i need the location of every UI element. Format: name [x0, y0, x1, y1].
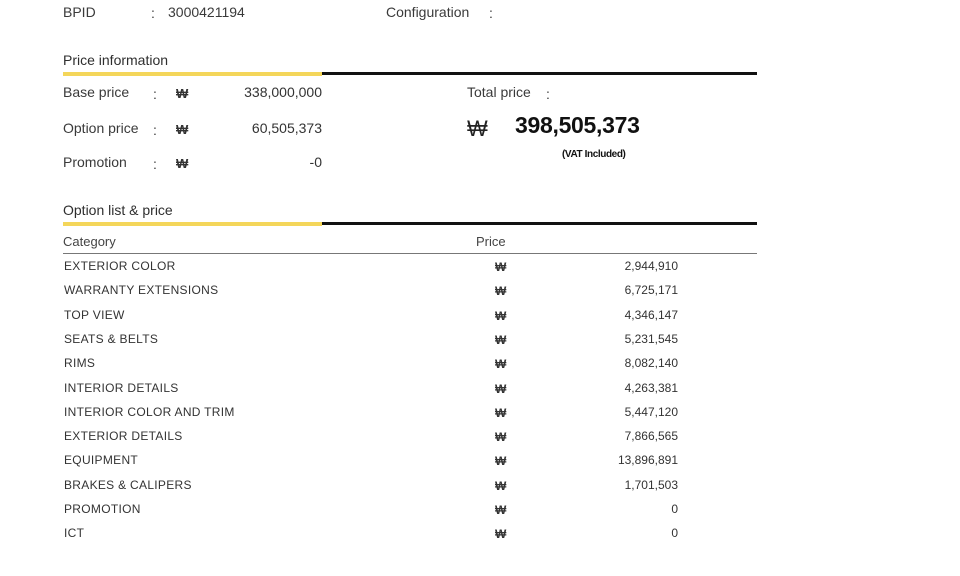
row-category: EXTERIOR COLOR	[64, 259, 176, 273]
row-won-icon: ₩	[495, 503, 507, 517]
base-price-label: Base price	[63, 84, 130, 100]
promotion-value: -0	[309, 154, 322, 170]
row-won-icon: ₩	[495, 430, 507, 444]
price-info-rule	[322, 72, 757, 75]
row-won-icon: ₩	[495, 527, 507, 541]
row-won-icon: ₩	[495, 309, 507, 323]
row-category: BRAKES & CALIPERS	[64, 478, 192, 492]
base-price-won-icon: ₩	[176, 86, 189, 101]
option-list-rule	[322, 222, 757, 225]
price-column-header: Price	[476, 234, 506, 249]
row-category: ICT	[64, 526, 85, 540]
configuration-label: Configuration	[386, 4, 470, 20]
category-column-header: Category	[63, 234, 116, 249]
total-price-label: Total price	[467, 84, 531, 100]
base-price-separator: :	[153, 86, 157, 102]
option-price-label: Option price	[63, 120, 139, 136]
row-price: 1,701,503	[624, 478, 678, 492]
row-won-icon: ₩	[495, 284, 507, 298]
row-category: RIMS	[64, 356, 96, 370]
price-info-accent-bar	[63, 72, 322, 76]
row-category: WARRANTY EXTENSIONS	[64, 283, 219, 297]
row-price: 2,944,910	[624, 259, 678, 273]
row-category: PROMOTION	[64, 502, 141, 516]
row-price: 4,346,147	[624, 308, 678, 322]
bpid-value: 3000421194	[168, 4, 245, 20]
configuration-separator: :	[489, 5, 493, 21]
base-price-value: 338,000,000	[244, 84, 322, 100]
row-category: SEATS & BELTS	[64, 332, 159, 346]
option-list-accent-bar	[63, 222, 322, 226]
row-won-icon: ₩	[495, 479, 507, 493]
row-won-icon: ₩	[495, 406, 507, 420]
table-header-divider	[63, 253, 757, 254]
price-information-title: Price information	[63, 52, 169, 68]
row-price: 5,447,120	[624, 405, 678, 419]
row-category: INTERIOR DETAILS	[64, 381, 179, 395]
row-price: 0	[671, 502, 678, 516]
row-category: TOP VIEW	[64, 308, 125, 322]
row-won-icon: ₩	[495, 333, 507, 347]
row-won-icon: ₩	[495, 260, 507, 274]
watermark	[870, 542, 940, 564]
total-price-won-icon: ₩	[467, 116, 488, 141]
row-price: 4,263,381	[624, 381, 678, 395]
option-price-won-icon: ₩	[176, 122, 189, 137]
row-category: EQUIPMENT	[64, 453, 139, 467]
promotion-separator: :	[153, 156, 157, 172]
option-list-title: Option list & price	[63, 202, 173, 218]
total-price-separator: :	[546, 86, 550, 102]
row-category: INTERIOR COLOR AND TRIM	[64, 405, 235, 419]
row-price: 8,082,140	[624, 356, 678, 370]
row-won-icon: ₩	[495, 382, 507, 396]
bpid-separator: :	[151, 5, 155, 21]
option-price-value: 60,505,373	[251, 120, 322, 136]
row-category: EXTERIOR DETAILS	[64, 429, 183, 443]
total-price-value: 398,505,373	[515, 112, 640, 138]
row-price: 5,231,545	[624, 332, 678, 346]
promotion-won-icon: ₩	[176, 156, 189, 171]
bpid-label: BPID	[63, 4, 96, 20]
promotion-label: Promotion	[63, 154, 127, 170]
row-price: 6,725,171	[624, 283, 678, 297]
row-won-icon: ₩	[495, 454, 507, 468]
row-won-icon: ₩	[495, 357, 507, 371]
row-price: 13,896,891	[617, 453, 678, 467]
option-price-separator: :	[153, 122, 157, 138]
row-price: 0	[671, 526, 678, 540]
row-price: 7,866,565	[624, 429, 678, 443]
vat-included-note: (VAT Included)	[562, 149, 626, 160]
